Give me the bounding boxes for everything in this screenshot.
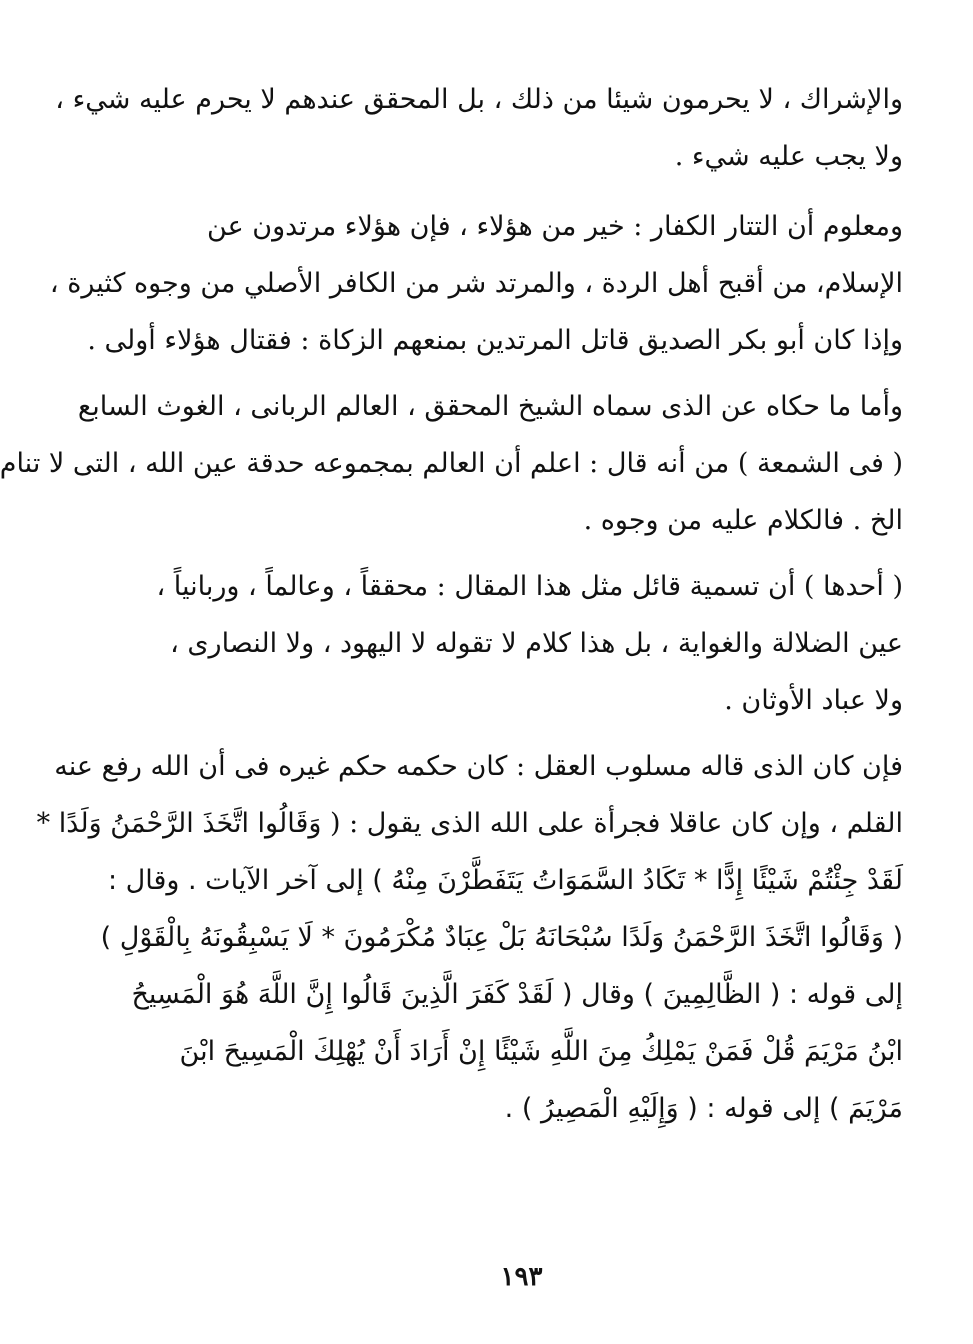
paragraph <box>49 207 903 361</box>
text-line: ولا يجب عليه شيء . <box>674 141 903 172</box>
text-line: والإشراك ، لا يحرمون شيئا من ذلك ، بل المحقق عندهم لا يحرم عليه شيء ، <box>55 84 903 115</box>
text-line: الإسلام، من أقبح أهل الردة ، والمرتد شر من الكافر الأصلي من وجوه كثيرة ، <box>49 268 903 299</box>
text-line: ولا عباد الأوثان . <box>724 685 903 716</box>
quran-verse-line: ( وَقَالُوا اتَّخَذَ الرَّحْمَنُ وَلَدًا سُبْحَانَهُ بَلْ عِبَادٌ مُكْرَمُونَ * لَا يَسْبِقُونَهُ بِالْقَوْلِ ) <box>100 922 903 953</box>
text-line: فإن كان الذى قاله مسلوب العقل : كان حكمه حكم غيره فى أن الله رفع عنه <box>54 751 903 782</box>
quran-verse-line: إلى قوله : ( الظَّالِمِينَ ) وقال ( لَقَدْ كَفَرَ الَّذِينَ قَالُوا إِنَّ اللَّهَ هُوَ الْمَسِيحُ <box>131 979 903 1010</box>
page-body <box>0 80 903 1146</box>
paragraph <box>138 567 903 721</box>
text-line: عين الضلالة والغواية ، بل هذا كلام لا تقوله لا اليهود ، ولا النصارى ، <box>170 628 903 659</box>
text-line: ومعلوم أن التتار الكفار : خير من هؤلاء ، فإن هؤلاء مرتدون عن <box>207 211 903 242</box>
text-line: ( أحدها ) أن تسمية قائل مثل هذا المقال : محققاً ، وعالماً ، وربانياً ، <box>156 571 903 602</box>
text-line: الخ . فالكلام عليه من وجوه . <box>583 505 903 536</box>
quran-verse-line: مَرْيَمَ ) إلى قوله : ( وَإِلَيْهِ الْمَصِيرُ ) . <box>504 1093 903 1124</box>
page-number: ١٩٣ <box>500 1262 543 1292</box>
paragraph <box>55 80 903 177</box>
quran-verse-line: ابْنُ مَرْيَمَ قُلْ فَمَنْ يَمْلِكُ مِنَ اللَّهِ شَيْئًا إِنْ أَرَادَ أَنْ يُهْلِكَ الْمَسِيحَ ابْنَ <box>179 1036 903 1067</box>
paragraph <box>0 387 903 541</box>
text-line: ( فى الشمعة ) من أنه قال : اعلم أن العالم بمجموعه حدقة عين الله ، التى لا تنام <box>0 448 903 479</box>
text-line: وإذا كان أبو بكر الصديق قاتل المرتدين بمنعهم الزكاة : فقتال هؤلاء أولى . <box>87 325 903 356</box>
paragraph <box>36 747 903 1129</box>
quran-verse-line: لَقَدْ جِئْتُمْ شَيْئًا إِدًّا * تَكَادُ السَّمَوَاتُ يَتَفَطَّرْنَ مِنْهُ ) إلى آخر الآيات . وقال : <box>107 865 903 896</box>
text-line: القلم ، وإن كان عاقلا فجرأة على الله الذى يقول : ( وَقَالُوا اتَّخَذَ الرَّحْمَنُ وَلَدًا * <box>36 808 903 839</box>
text-line: وأما ما حكاه عن الذى سماه الشيخ المحقق ، العالم الربانى ، الغوث السابع <box>77 391 903 422</box>
